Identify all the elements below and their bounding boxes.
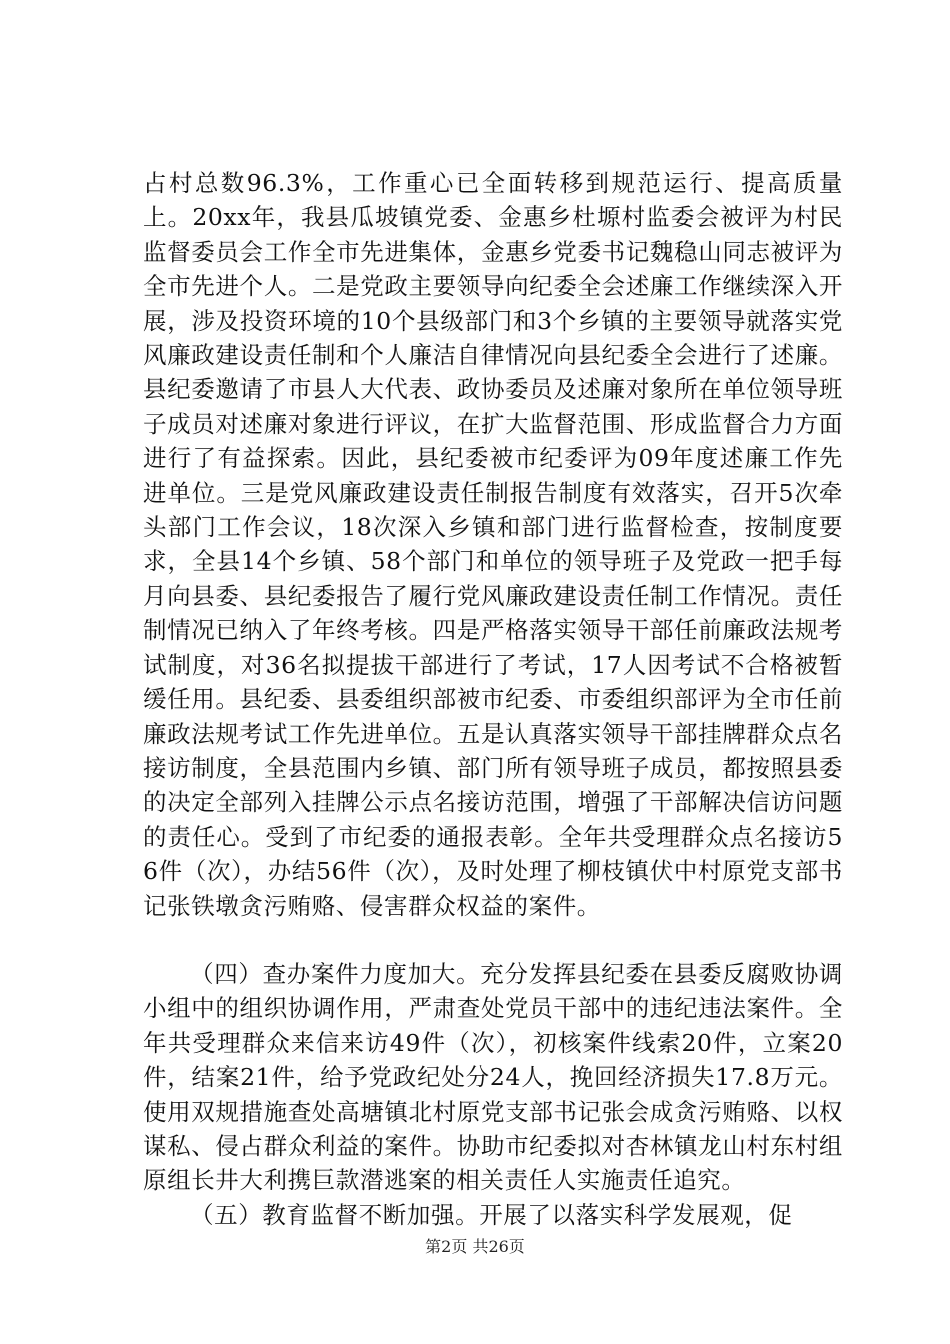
- paragraph-1: 占村总数96.3%，工作重心已全面转移到规范运行、提高质量上。20xx年，我县瓜坡镇党委、金惠乡杜塬村监委会被评为村民监督委员会工作全市先进集体，金惠乡党委书记魏稳山同志被评为全市先进个人。二是党政主要领导向纪委全会述廉工作继续深入开展，涉及投资环境的10个县级部门和3个乡镇的主要领导就落实党风廉政建设责任制和个人廉洁自律情况向县纪委全会进行了述廉。县纪委邀请了市县人大代表、政协委员及述廉对象所在单位领导班子成员对述廉对象进行评议，在扩大监督范围、形成监督合力方面进行了有益探索。因此，县纪委被市纪委评为09年度述廉工作先进单位。三是党风廉政建设责任制报告制度有效落实，召开5次牵头部门工作会议，18次深入乡镇和部门进行监督检查，按制度要求，全县14个乡镇、58个部门和单位的领导班子及党政一把手每月向县委、县纪委报告了履行党风廉政建设责任制工作情况。责任制情况已纳入了年终考核。四是严格落实领导干部任前廉政法规考试制度，对36名拟提拔干部进行了考试，17人因考试不合格被暂缓任用。县纪委、县委组织部被市纪委、市委组织部评为全市任前廉政法规考试工作先进单位。五是认真落实领导干部挂牌群众点名接访制度，全县范围内乡镇、部门所有领导班子成员，都按照县委的决定全部列入挂牌公示点名接访范围，增强了干部解决信访问题的责任心。受到了市纪委的通报表彰。全年共受理群众点名接访56件（次），办结56件（次），及时处理了柳枝镇伏中村原党支部书记张铁墩贪污贿赂、侵害群众权益的案件。: [143, 169, 843, 920]
- paragraph-3: （五）教育监督不断加强。开展了以落实科学发展观，促: [190, 1200, 793, 1229]
- paragraph-2: （四）查办案件力度加大。充分发挥县纪委在县委反腐败协调小组中的组织协调作用，严肃查处党员干部中的违纪违法案件。全年共受理群众来信来访49件（次），初核案件线索20件，立案20件，结案21件，给予党政纪处分24人，挽回经济损失17.8万元。使用双规措施查处高塘镇北村原党支部书记张会成贪污贿赂、以权谋私、侵占群众利益的案件。协助市纪委拟对杏林镇龙山村东村组原组长井大利携巨款潜逃案的相关责任人实施责任追究。: [143, 959, 843, 1195]
- page-number-footer: 第2页 共26页: [425, 1237, 525, 1256]
- document-body: [143, 166, 843, 1232]
